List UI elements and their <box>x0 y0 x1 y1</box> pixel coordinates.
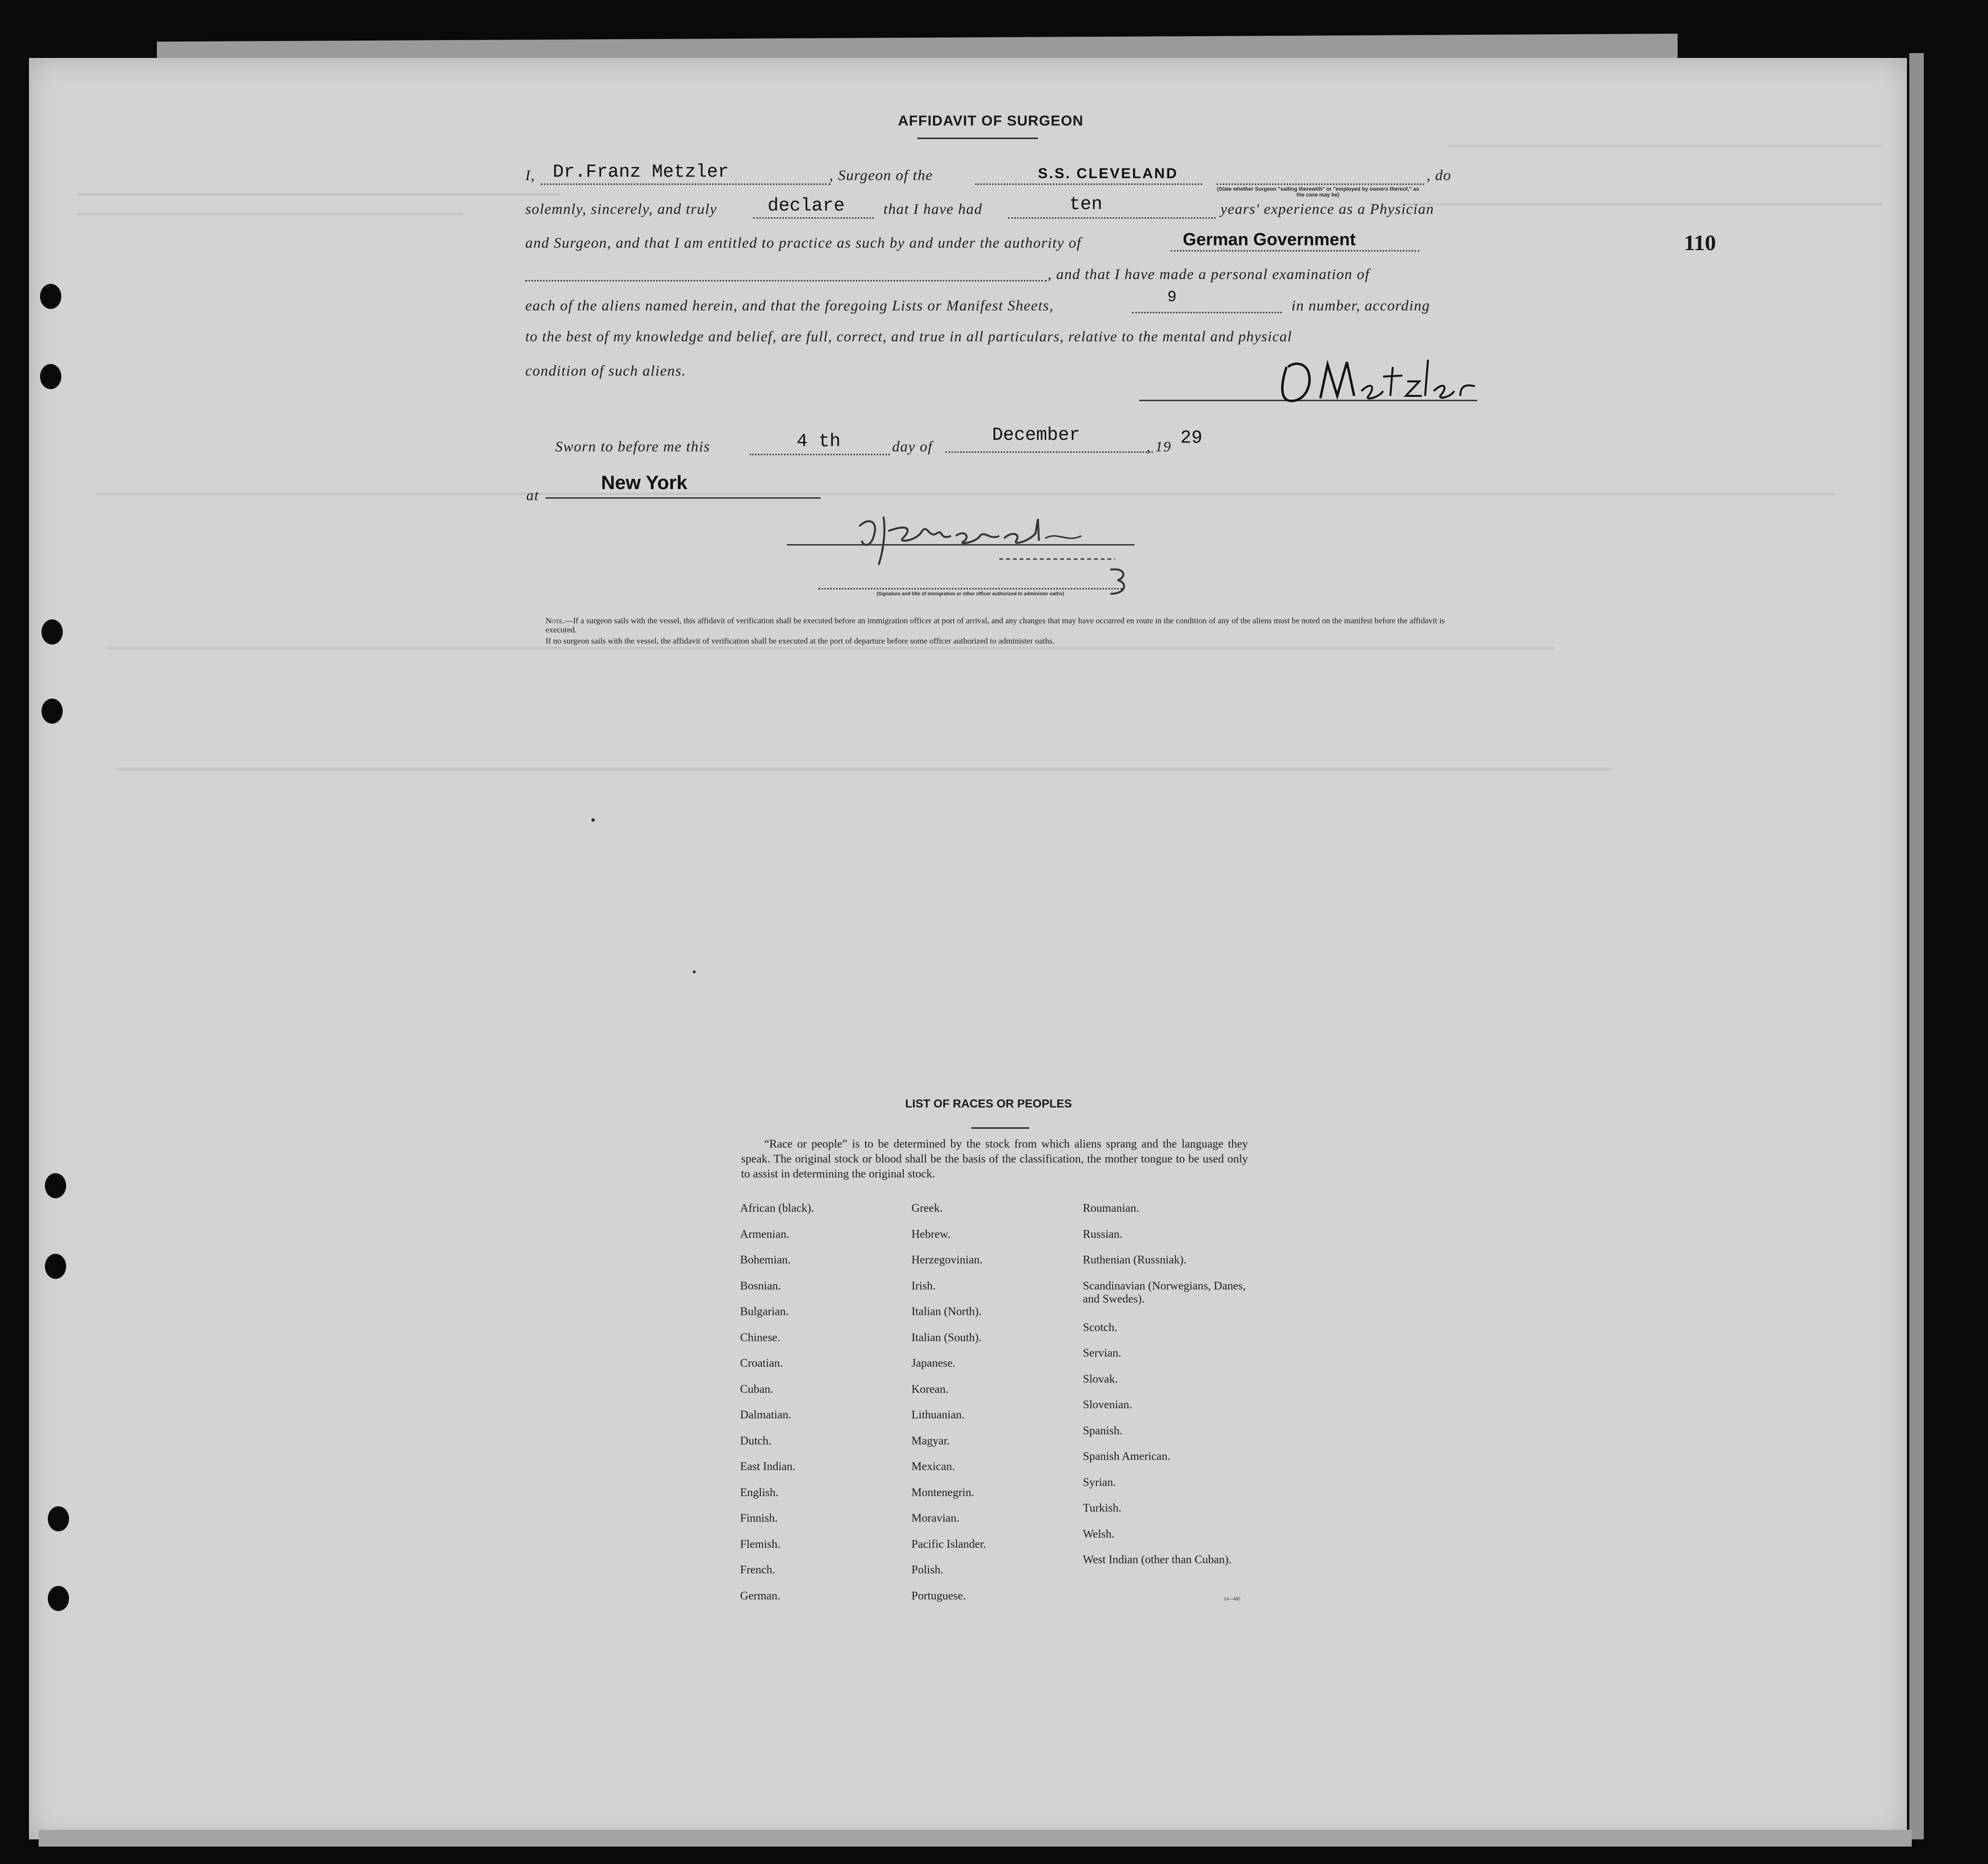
races-column-2 <box>911 1202 1090 1615</box>
race-item: Slovenian. <box>1083 1399 1132 1411</box>
vessel-line <box>975 183 1202 185</box>
show-through-line <box>77 193 560 196</box>
vessel-note: (State whether Surgeon "sailing therewith" or "employed by owners thereof," as the case may be) <box>1217 186 1419 198</box>
sheet-bottom-edge <box>39 1830 1912 1847</box>
race-item: Ruthenian (Russniak). <box>1083 1254 1187 1266</box>
show-through-line <box>1448 145 1883 148</box>
number-label: in number, according <box>1291 297 1430 314</box>
race-item: Korean. <box>911 1383 949 1396</box>
year-suffix-value: 29 <box>1180 428 1203 448</box>
punch-hole <box>40 364 61 389</box>
ink-speck <box>591 818 595 822</box>
authority-line <box>1171 250 1419 252</box>
race-item: Dutch. <box>740 1434 771 1447</box>
race-item: Japanese. <box>911 1357 956 1370</box>
race-item: Spanish American. <box>1083 1450 1171 1463</box>
sworn-label: Sworn to before me this <box>555 438 710 455</box>
sheet-right-edge <box>1909 53 1924 1839</box>
vessel-name-value: S.S. CLEVELAND <box>1038 166 1178 182</box>
race-item: Servian. <box>1083 1347 1121 1359</box>
race-item: Portuguese. <box>911 1589 966 1602</box>
vessel-note-line <box>1217 183 1424 185</box>
oath-word-value: declare <box>768 196 845 216</box>
race-item: Pacific Islander. <box>911 1538 986 1551</box>
race-item: Slovak. <box>1083 1373 1118 1386</box>
show-through-line <box>97 492 1834 495</box>
race-item: West Indian (other than Cuban). <box>1083 1554 1232 1566</box>
place-value: New York <box>601 472 687 493</box>
race-item: Russian. <box>1083 1228 1123 1241</box>
punch-hole <box>42 699 63 724</box>
aliens-label: each of the aliens named herein, and that the foregoing Lists or Manifest Sheets, <box>525 297 1054 314</box>
race-item: Irish. <box>911 1279 936 1292</box>
had-label: that I have had <box>883 200 982 217</box>
race-item: Dalmatian. <box>740 1409 791 1421</box>
years-label: years' experience as a Physician <box>1220 200 1434 217</box>
races-column-3 <box>1083 1202 1249 1580</box>
race-item: Herzegovinian. <box>911 1254 983 1266</box>
affidavit-title: AFFIDAVIT OF SURGEON <box>898 113 1084 129</box>
races-title-underline <box>971 1127 1029 1129</box>
note-text-1: —If a surgeon sails with the vessel, this affidavit of verification shall be executed before an immigration officer at port of arrival, and any changes that may have occurred en route in the condition of any of the aliens must be noted on the manifest before the affidavit is executed. <box>546 616 1445 634</box>
affidavit-note <box>546 616 1458 634</box>
race-item: Spanish. <box>1083 1424 1123 1437</box>
punch-hole <box>40 284 61 309</box>
sheets-count-value: 9 <box>1167 288 1177 306</box>
page-number: 110 <box>1684 230 1716 255</box>
title-underline <box>917 138 1038 139</box>
punch-hole <box>42 619 63 645</box>
punch-hole <box>48 1506 69 1531</box>
show-through-line <box>77 212 463 215</box>
race-item: Bulgarian. <box>740 1305 789 1318</box>
officer-caption: (Signature and title of immigration or other officer authorized to administer oaths) <box>876 591 1064 597</box>
examination-label: , and that I have made a personal examination of <box>1048 266 1370 282</box>
authority-value: German Government <box>1183 229 1356 249</box>
race-item: English. <box>740 1486 779 1499</box>
race-item: Montenegrin. <box>911 1486 974 1499</box>
race-item: Turkish. <box>1083 1502 1121 1514</box>
year-prefix-label: , 19 <box>1147 438 1172 455</box>
race-item: Croatian. <box>740 1357 783 1370</box>
race-item: French. <box>740 1564 775 1576</box>
race-item: Polish. <box>911 1564 944 1576</box>
at-label: at <box>526 487 539 504</box>
surgeon-of-label: , Surgeon of the <box>829 167 933 183</box>
place-line <box>546 497 821 499</box>
race-item: Italian (North). <box>911 1305 982 1318</box>
show-through-line <box>1400 203 1883 206</box>
sworn-month-value: December <box>992 425 1080 446</box>
race-item: Armenian. <box>740 1228 789 1241</box>
i-label: I, <box>525 167 535 183</box>
do-label: , do <box>1427 167 1452 183</box>
sheets-count-line <box>1132 312 1282 313</box>
officer-signature <box>854 502 1115 570</box>
race-item: East Indian. <box>740 1460 796 1473</box>
years-line <box>1008 217 1216 219</box>
surgeon-name-value: Dr.Franz Metzler <box>553 162 729 182</box>
race-item: Scotch. <box>1083 1321 1118 1334</box>
punch-hole <box>45 1173 66 1198</box>
show-through-line <box>106 647 1554 650</box>
authority-continuation-line <box>525 280 1047 281</box>
years-value: ten <box>1069 194 1103 215</box>
race-item: Moravian. <box>911 1512 960 1525</box>
officer-caption-line <box>818 588 1122 589</box>
race-item: Bohemian. <box>740 1254 791 1266</box>
race-item: Roumanian. <box>1083 1202 1139 1215</box>
race-item: Magyar. <box>911 1434 950 1447</box>
belief-label: to the best of my knowledge and belief, are full, correct, and true in all particulars, relative to the mental and physical <box>525 328 1292 345</box>
sworn-day-value: 4 th <box>797 431 841 452</box>
form-code: 14—480 <box>1224 1597 1241 1601</box>
day-of-label: day of <box>892 438 933 455</box>
punch-hole <box>48 1586 69 1611</box>
authority-label: and Surgeon, and that I am entitled to practice as such by and under the authority of <box>525 234 1082 251</box>
sworn-day-line <box>750 454 890 455</box>
races-intro: “Race or people” is to be determined by the stock from which aliens sprang and the language they speak. The original stock or blood shall be the basis of the classification, the mother tongue to be used only to assist in determining the original stock. <box>741 1138 1248 1180</box>
race-item: Scandinavian (Norwegians, Danes, and Swedes). <box>1083 1279 1246 1305</box>
races-column-1 <box>740 1202 919 1615</box>
race-item: Bosnian. <box>740 1279 781 1292</box>
race-item: Flemish. <box>740 1538 781 1551</box>
race-item: Greek. <box>911 1202 943 1215</box>
sworn-month-line <box>945 451 1153 453</box>
race-item: Chinese. <box>740 1331 781 1344</box>
race-item: Lithuanian. <box>911 1409 965 1421</box>
solemnly-label: solemnly, sincerely, and truly <box>525 200 717 217</box>
race-item: German. <box>740 1589 781 1602</box>
oath-line <box>753 217 874 219</box>
race-item: Cuban. <box>740 1383 773 1396</box>
show-through-line <box>116 768 1612 771</box>
race-item: African (black). <box>740 1202 814 1215</box>
race-item: Syrian. <box>1083 1476 1116 1489</box>
race-item: Welsh. <box>1083 1528 1115 1541</box>
note-label: Note. <box>546 616 565 625</box>
surgeon-name-line <box>541 183 830 185</box>
punch-hole <box>45 1254 66 1279</box>
surgeon-signature <box>1274 348 1482 410</box>
condition-label: condition of such aliens. <box>525 362 686 379</box>
race-item: Mexican. <box>911 1460 955 1473</box>
race-item: Italian (South). <box>911 1331 982 1344</box>
race-item: Finnish. <box>740 1512 778 1525</box>
race-item: Hebrew. <box>911 1228 951 1241</box>
races-title: LIST OF RACES OR PEOPLES <box>905 1097 1072 1110</box>
affidavit-note-2: If no surgeon sails with the vessel, the affidavit of verification shall be executed at the port of departure before some officer authorized to administer oaths. <box>546 636 1055 645</box>
ink-speck <box>693 970 696 973</box>
